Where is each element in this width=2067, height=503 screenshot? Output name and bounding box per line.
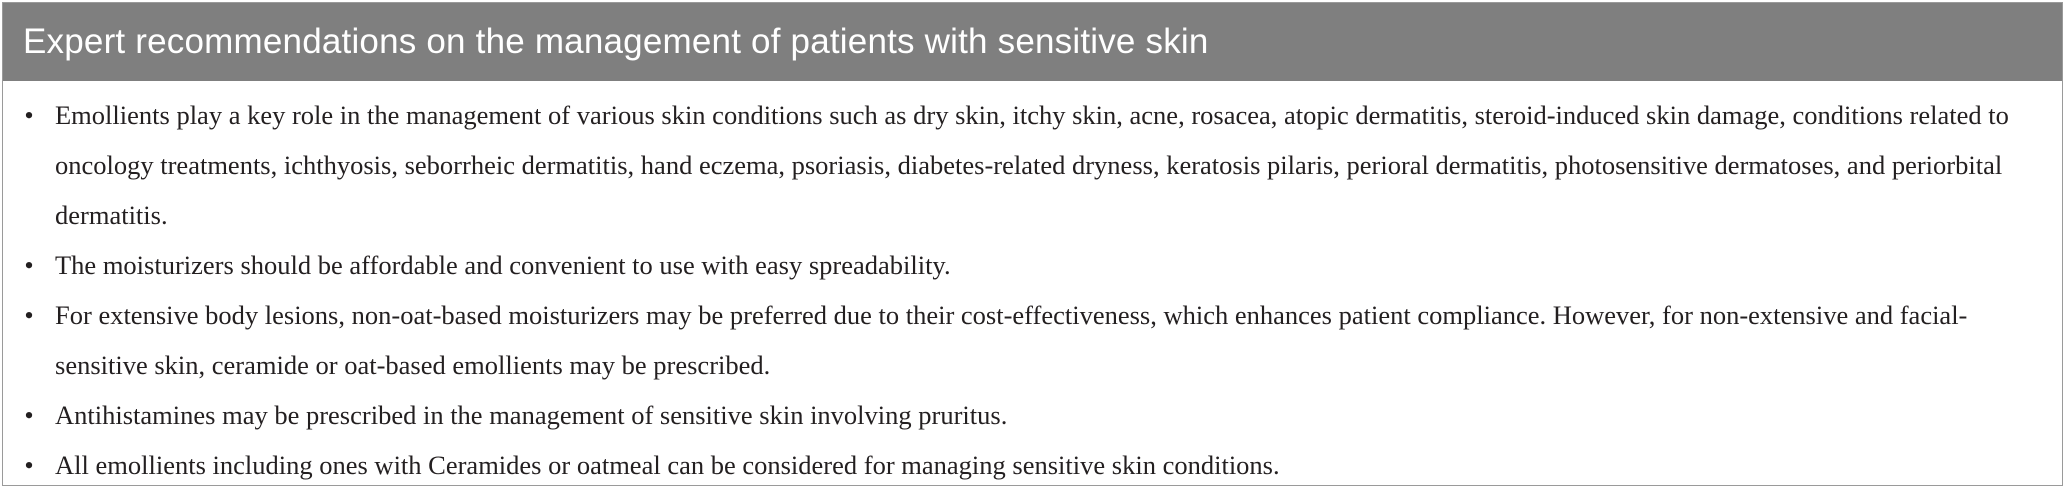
box-title: Expert recommendations on the management of patients with sensitive skin [3,3,2062,81]
list-item [3,390,2062,440]
list-item [3,290,2062,390]
list-item-text: All emollients including ones with Ceramides or oatmeal can be considered for managing sensitive skin conditions. [55,450,1280,480]
recommendations-box [2,2,2063,486]
list-item-text: For extensive body lesions, non-oat-based moisturizers may be preferred due to their cost-effectiveness, which enhances patient compliance. However, for non-extensive and facial-sensitive skin, ceramide or oat-based emollients may be prescribed. [55,300,1968,380]
recommendations-list [3,81,2062,490]
bullet-icon: • [24,400,34,430]
list-item [3,440,2062,490]
list-item-text: Antihistamines may be prescribed in the management of sensitive skin involving pruritus. [55,400,1008,430]
list-item [3,240,2062,290]
list-item-text: Emollients play a key role in the management of various skin conditions such as dry skin, itchy skin, acne, rosacea, atopic dermatitis, steroid-induced skin damage, conditions related to oncology treatments, ichthyosis, seborrheic dermatitis, hand eczema, psoriasis, diabetes-related dryness, keratosis pilaris, perioral dermatitis, photosensitive dermatoses, and periorbital dermatitis. [55,100,2009,230]
bullet-icon: • [24,250,34,280]
list-item [3,90,2062,240]
list-item-text: The moisturizers should be affordable and convenient to use with easy spreadability. [55,250,951,280]
bullet-icon: • [24,300,34,330]
bullet-icon: • [24,450,34,480]
bullet-icon: • [24,100,34,130]
